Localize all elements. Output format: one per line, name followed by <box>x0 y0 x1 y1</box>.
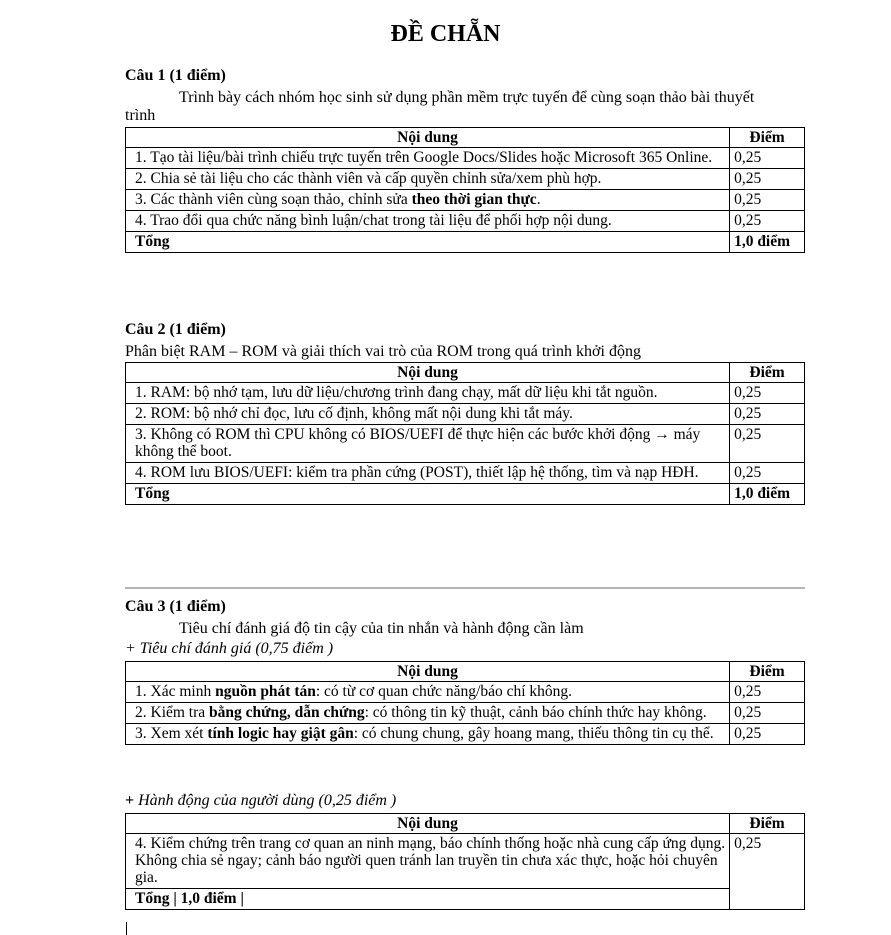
section-divider <box>125 587 805 589</box>
row-score: 0,25 <box>730 724 805 745</box>
row-content: 4. ROM lưu BIOS/UEFI: kiểm tra phần cứng (POST), thiết lập hệ thống, tìm và nạp HĐH. <box>126 463 730 484</box>
q2-heading: Câu 2 (1 điểm) <box>125 321 226 338</box>
q3-heading: Câu 3 (1 điểm) <box>125 598 226 615</box>
row-content: 2. Chia sẻ tài liệu cho các thành viên và cấp quyền chỉnh sửa/xem phù hợp. <box>126 169 730 190</box>
column-header-content: Nội dung <box>126 363 730 383</box>
row-text: : có chung chung, gây hoang mang, thiếu thông tin cụ thể. <box>353 725 714 742</box>
table-row <box>126 148 805 169</box>
q3-criteria-table <box>125 661 805 745</box>
table-row <box>126 724 805 745</box>
row-score: 0,25 <box>730 834 805 910</box>
column-header-score: Điểm <box>730 363 805 383</box>
q3-subheading-actions <box>125 792 396 810</box>
row-bold-text: nguồn phát tán <box>215 683 316 700</box>
table-row <box>126 383 805 404</box>
row-score: 0,25 <box>730 682 805 703</box>
column-header-content: Nội dung <box>126 662 730 682</box>
q1-heading: Câu 1 (1 điểm) <box>125 67 226 84</box>
table-header-row <box>126 363 805 383</box>
row-text: 3. Xem xét <box>135 725 208 742</box>
table-row <box>126 211 805 232</box>
row-content <box>126 190 730 211</box>
row-content: 4. Kiểm chứng trên trang cơ quan an ninh mạng, báo chính thống hoặc nhà cung cấp ứng dụng. Không chia sẻ ngay; cảnh báo người quen tránh lan truyền tin chưa xác thực, hoặc hỏi chuyên gia. <box>126 834 730 889</box>
row-bold-text: tính logic hay giật gân <box>207 725 354 742</box>
table-row <box>126 190 805 211</box>
row-text: : có thông tin kỹ thuật, cảnh báo chính thức hay không. <box>364 704 707 721</box>
text-cursor <box>126 922 127 935</box>
row-score: 0,25 <box>730 190 805 211</box>
plus-sign: + <box>125 792 135 809</box>
row-content <box>126 724 730 745</box>
table-row <box>126 834 805 889</box>
q2-prompt: Phân biệt RAM – ROM và giải thích vai trò của ROM trong quá trình khởi động <box>125 343 641 360</box>
table-row <box>126 425 805 463</box>
row-content <box>126 682 730 703</box>
q2-table <box>125 362 805 505</box>
row-text: . <box>536 191 541 208</box>
column-header-score: Điểm <box>730 814 805 834</box>
row-score: 0,25 <box>730 463 805 484</box>
row-score: 0,25 <box>730 148 805 169</box>
row-content: 2. ROM: bộ nhớ chỉ đọc, lưu cố định, không mất nội dung khi tắt máy. <box>126 404 730 425</box>
total-label: Tổng <box>126 484 730 505</box>
q1-prompt: Trình bày cách nhóm học sinh sử dụng phần mềm trực tuyến để cùng soạn thảo bài thuyết trình <box>125 89 755 124</box>
row-score: 0,25 <box>730 703 805 724</box>
row-score: 0,25 <box>730 169 805 190</box>
row-score: 0,25 <box>730 383 805 404</box>
table-row <box>126 463 805 484</box>
table-total-row <box>126 889 805 910</box>
q3-actions-table <box>125 813 805 910</box>
row-content: 4. Trao đổi qua chức năng bình luận/chat trong tài liệu để phối hợp nội dung. <box>126 211 730 232</box>
row-score: 0,25 <box>730 211 805 232</box>
row-content: 1. RAM: bộ nhớ tạm, lưu dữ liệu/chương trình đang chạy, mất dữ liệu khi tắt nguồn. <box>126 383 730 404</box>
subheading-text: Hành động của người dùng (0,25 điểm ) <box>134 792 397 809</box>
row-bold-text: theo thời gian thực <box>411 191 537 208</box>
table-total-row <box>126 484 805 505</box>
row-bold-text: bằng chứng, dẫn chứng <box>209 704 365 721</box>
row-text: 2. Kiểm tra <box>135 704 210 721</box>
page-title: ĐỀ CHẴN <box>390 21 501 47</box>
row-score: 0,25 <box>730 404 805 425</box>
table-header-row <box>126 128 805 148</box>
row-text: 3. Các thành viên cùng soạn thảo, chỉnh sửa <box>135 191 412 208</box>
column-header-score: Điểm <box>730 662 805 682</box>
row-text: : có từ cơ quan chức năng/báo chí không. <box>315 683 573 700</box>
row-text: 1. Xác minh <box>135 683 216 700</box>
column-header-content: Nội dung <box>126 814 730 834</box>
table-row <box>126 404 805 425</box>
column-header-score: Điểm <box>730 128 805 148</box>
row-content <box>126 703 730 724</box>
table-row <box>126 169 805 190</box>
total-line: Tổng | 1,0 điểm | <box>126 889 730 910</box>
row-content: 1. Tạo tài liệu/bài trình chiếu trực tuyến trên Google Docs/Slides hoặc Microsoft 365 Online. <box>126 148 730 169</box>
table-header-row <box>126 814 805 834</box>
table-row <box>126 682 805 703</box>
q3-subheading-criteria: + Tiêu chí đánh giá (0,75 điểm ) <box>125 640 334 657</box>
total-score: 1,0 điểm <box>730 232 805 253</box>
table-header-row <box>126 662 805 682</box>
total-score: 1,0 điểm <box>730 484 805 505</box>
row-content: 3. Không có ROM thì CPU không có BIOS/UEFI để thực hiện các bước khởi động → máy không thể boot. <box>126 425 730 463</box>
q3-prompt: Tiêu chí đánh giá độ tin cậy của tin nhắn và hành động cần làm <box>179 620 584 637</box>
row-score: 0,25 <box>730 425 805 463</box>
table-row <box>126 703 805 724</box>
column-header-content: Nội dung <box>126 128 730 148</box>
table-total-row <box>126 232 805 253</box>
total-label: Tổng <box>126 232 730 253</box>
q1-table <box>125 127 805 253</box>
